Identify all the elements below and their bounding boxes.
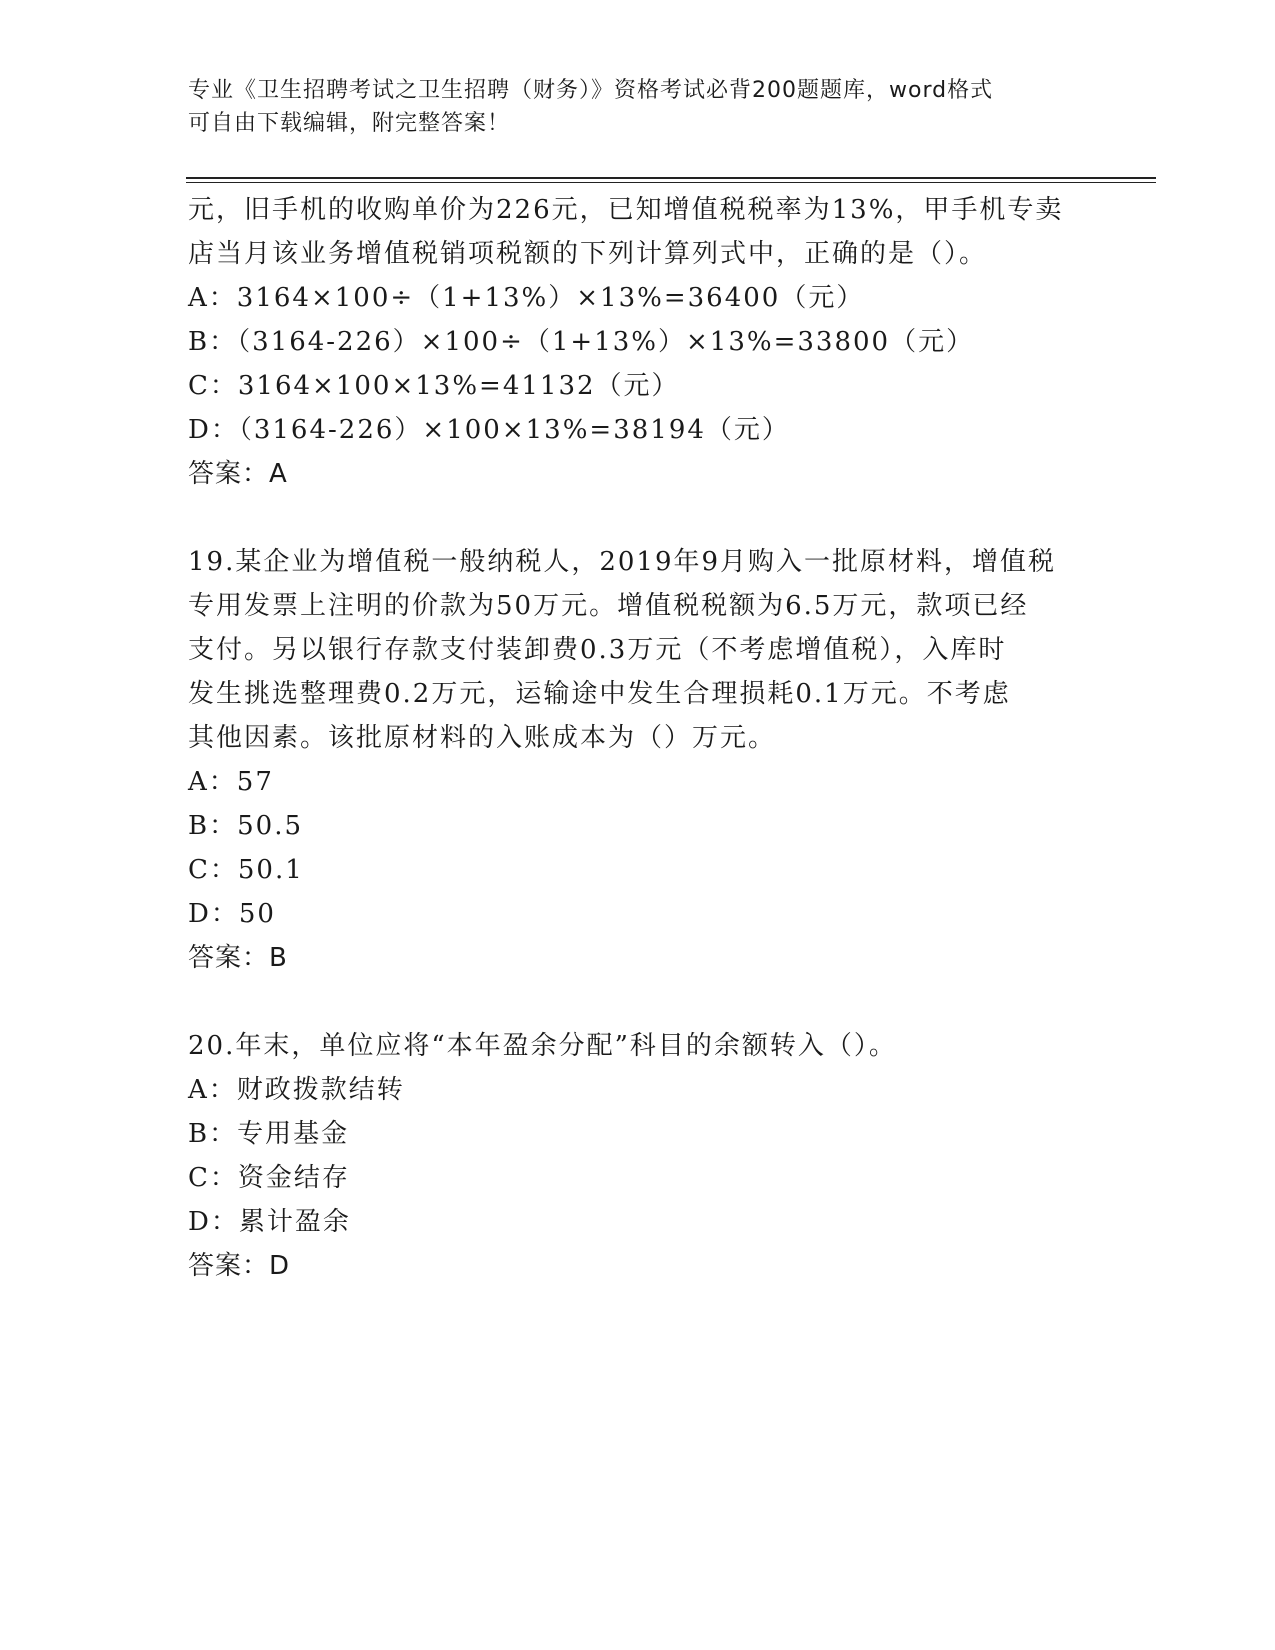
question-19-stem-line: 支付。另以银行存款支付装卸费0.3万元（不考虑增值税），入库时 — [188, 635, 1007, 665]
question-18-stem-line: 元，旧手机的收购单价为226元，已知增值税税率为13%，甲手机专卖 — [188, 195, 1064, 225]
question-18-option-c: C：3164×100×13%=41132（元） — [188, 371, 680, 401]
question-18-option-d: D：（3164-226）×100×13%=38194（元） — [188, 415, 790, 445]
question-19-option-c: C：50.1 — [188, 855, 304, 885]
header-divider — [186, 177, 1156, 179]
header-divider-thin — [186, 182, 1156, 183]
question-18-answer: 答案：A — [188, 459, 288, 489]
question-20-stem-line: 20.年末，单位应将“本年盈余分配”科目的余额转入（）。 — [188, 1031, 897, 1061]
question-20-option-c: C：资金结存 — [188, 1163, 350, 1193]
question-19-answer: 答案：B — [188, 943, 288, 973]
document-header — [188, 74, 1088, 140]
question-19-option-b: B：50.5 — [188, 811, 303, 841]
question-20-answer: 答案：D — [188, 1251, 291, 1281]
question-19-stem-line: 发生挑选整理费0.2万元，运输途中发生合理损耗0.1万元。不考虑 — [188, 679, 1011, 709]
header-title-line-1: 专业《卫生招聘考试之卫生招聘（财务）》资格考试必背200题题库，word格式 — [188, 78, 994, 103]
question-18-option-b: B：（3164-226）×100÷（1+13%）×13%=33800（元） — [188, 327, 975, 357]
question-18-option-a: A：3164×100÷（1+13%）×13%=36400（元） — [188, 283, 865, 313]
question-20-option-b: B：专用基金 — [188, 1119, 350, 1149]
question-19-stem-line: 其他因素。该批原材料的入账成本为（）万元。 — [188, 723, 777, 753]
header-title-line-2: 可自由下载编辑，附完整答案！ — [188, 111, 511, 136]
question-19-option-a: A：57 — [188, 767, 274, 797]
question-19-stem-line: 专用发票上注明的价款为50万元。增值税税额为6.5万元，款项已经 — [188, 591, 1029, 621]
question-20-option-a: A：财政拨款结转 — [188, 1075, 405, 1105]
question-20-option-d: D：累计盈余 — [188, 1207, 351, 1237]
question-18-stem-line: 店当月该业务增值税销项税额的下列计算列式中，正确的是（）。 — [188, 239, 988, 269]
question-19-stem-line: 19.某企业为增值税一般纳税人，2019年9月购入一批原材料，增值税 — [188, 547, 1057, 577]
question-19-option-d: D：50 — [188, 899, 276, 929]
